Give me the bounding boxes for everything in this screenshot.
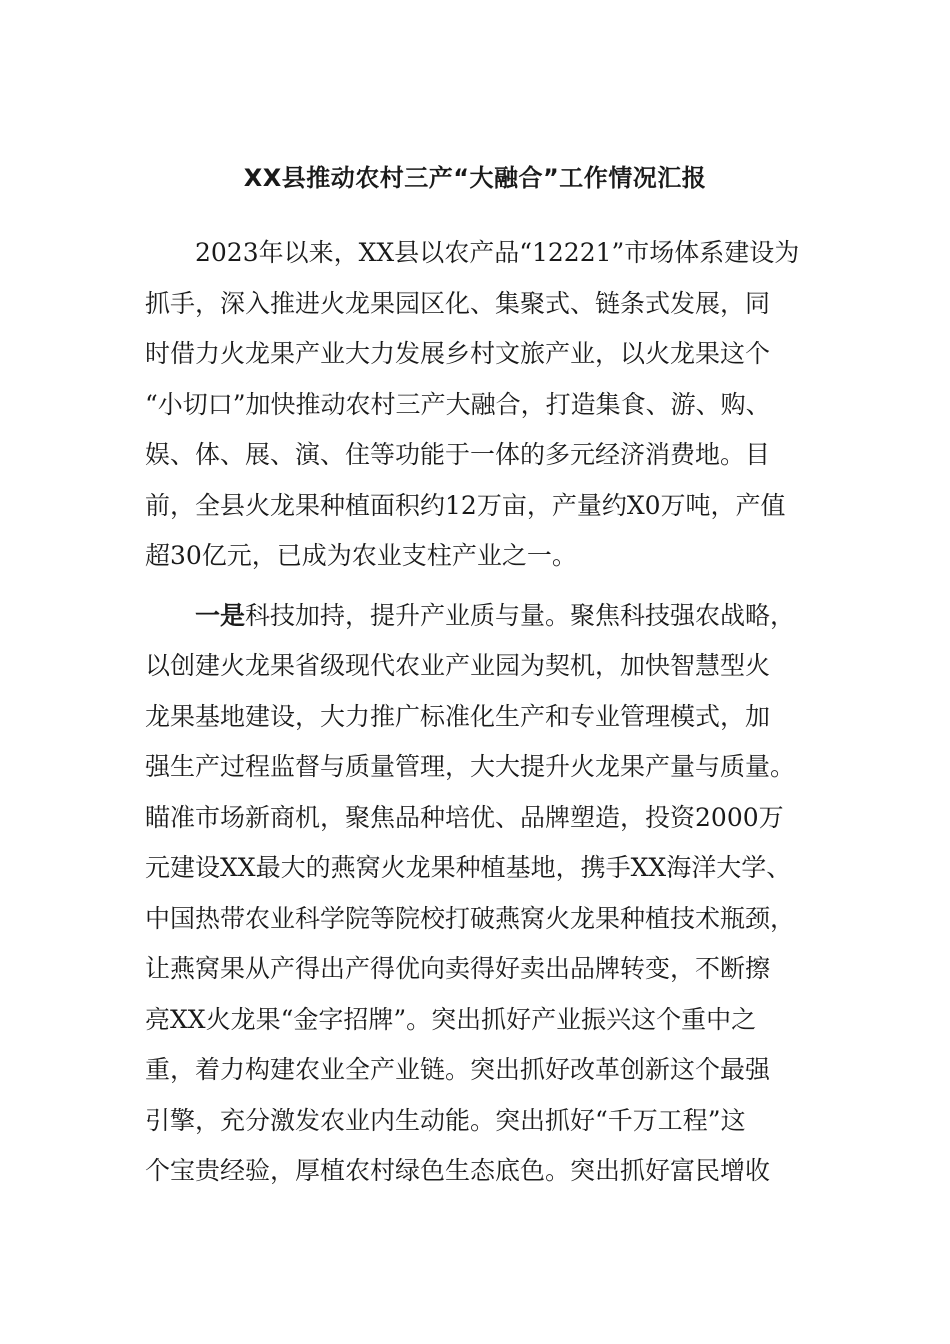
paragraph-1-line: 2023年以来，XX县以农产品“12221”市场体系建设为: [195, 238, 800, 267]
paragraph-2-line: 元建设XX最大的燕窝火龙果种植基地，携手XX海洋大学、: [145, 853, 792, 882]
paragraph-2-line: 中国热带农业科学院等院校打破燕窝火龙果种植技术瓶颈，: [145, 903, 796, 933]
document-title: XX县推动农村三产“大融合”工作情况汇报: [243, 164, 707, 192]
paragraph-2-line: 以创建火龙果省级现代农业产业园为契机，加快智慧型火: [145, 651, 771, 680]
paragraph-1-line: 娱、体、展、演、住等功能于一体的多元经济消费地。目: [145, 440, 771, 469]
paragraph-2-line: 亮XX火龙果“金字招牌”。突出抓好产业振兴这个重中之: [145, 1004, 757, 1034]
paragraph-1-line: 抓手，深入推进火龙果园区化、集聚式、链条式发展，同: [145, 288, 771, 318]
document-body: [145, 228, 815, 1197]
paragraph-2-line: 强生产过程监督与质量管理，大大提升火龙果产量与质量。: [145, 752, 796, 781]
paragraph-1-line: “小切口”加快推动农村三产大融合，打造集食、游、购、: [145, 389, 771, 419]
paragraph-1-line: 前，全县火龙果种植面积约12万亩，产量约X0万吨，产值: [145, 490, 786, 520]
paragraph-2-line: 龙果基地建设，大力推广标准化生产和专业管理模式，加: [145, 701, 771, 731]
paragraph-2-first-line: [145, 591, 815, 642]
paragraph-2-line: 引擎，充分激发农业内生动能。突出抓好“千万工程”这: [145, 1105, 746, 1135]
paragraph-2-line: 让燕窝果从产得出产得优向卖得好卖出品牌转变，不断擦: [145, 954, 771, 983]
paragraph-1-line: 时借力火龙果产业大力发展乡村文旅产业，以火龙果这个: [145, 339, 771, 368]
paragraph-2-line: 瞄准市场新商机，聚焦品种培优、品牌塑造，投资2000万: [145, 802, 784, 832]
paragraph-2-line: 重，着力构建农业全产业链。突出抓好改革创新这个最强: [145, 1055, 771, 1084]
paragraph-2-first-rest: 科技加持，提升产业质与量。聚焦科技强农战略，: [245, 600, 796, 630]
paragraph-1-line: 超30亿元，已成为农业支柱产业之一。: [145, 541, 577, 570]
paragraph-gap: [145, 582, 815, 591]
paragraph-2-line: 个宝贵经验，厚植农村绿色生态底色。突出抓好富民增收: [145, 1156, 771, 1185]
paragraph-2-lead: 一是: [195, 600, 246, 630]
